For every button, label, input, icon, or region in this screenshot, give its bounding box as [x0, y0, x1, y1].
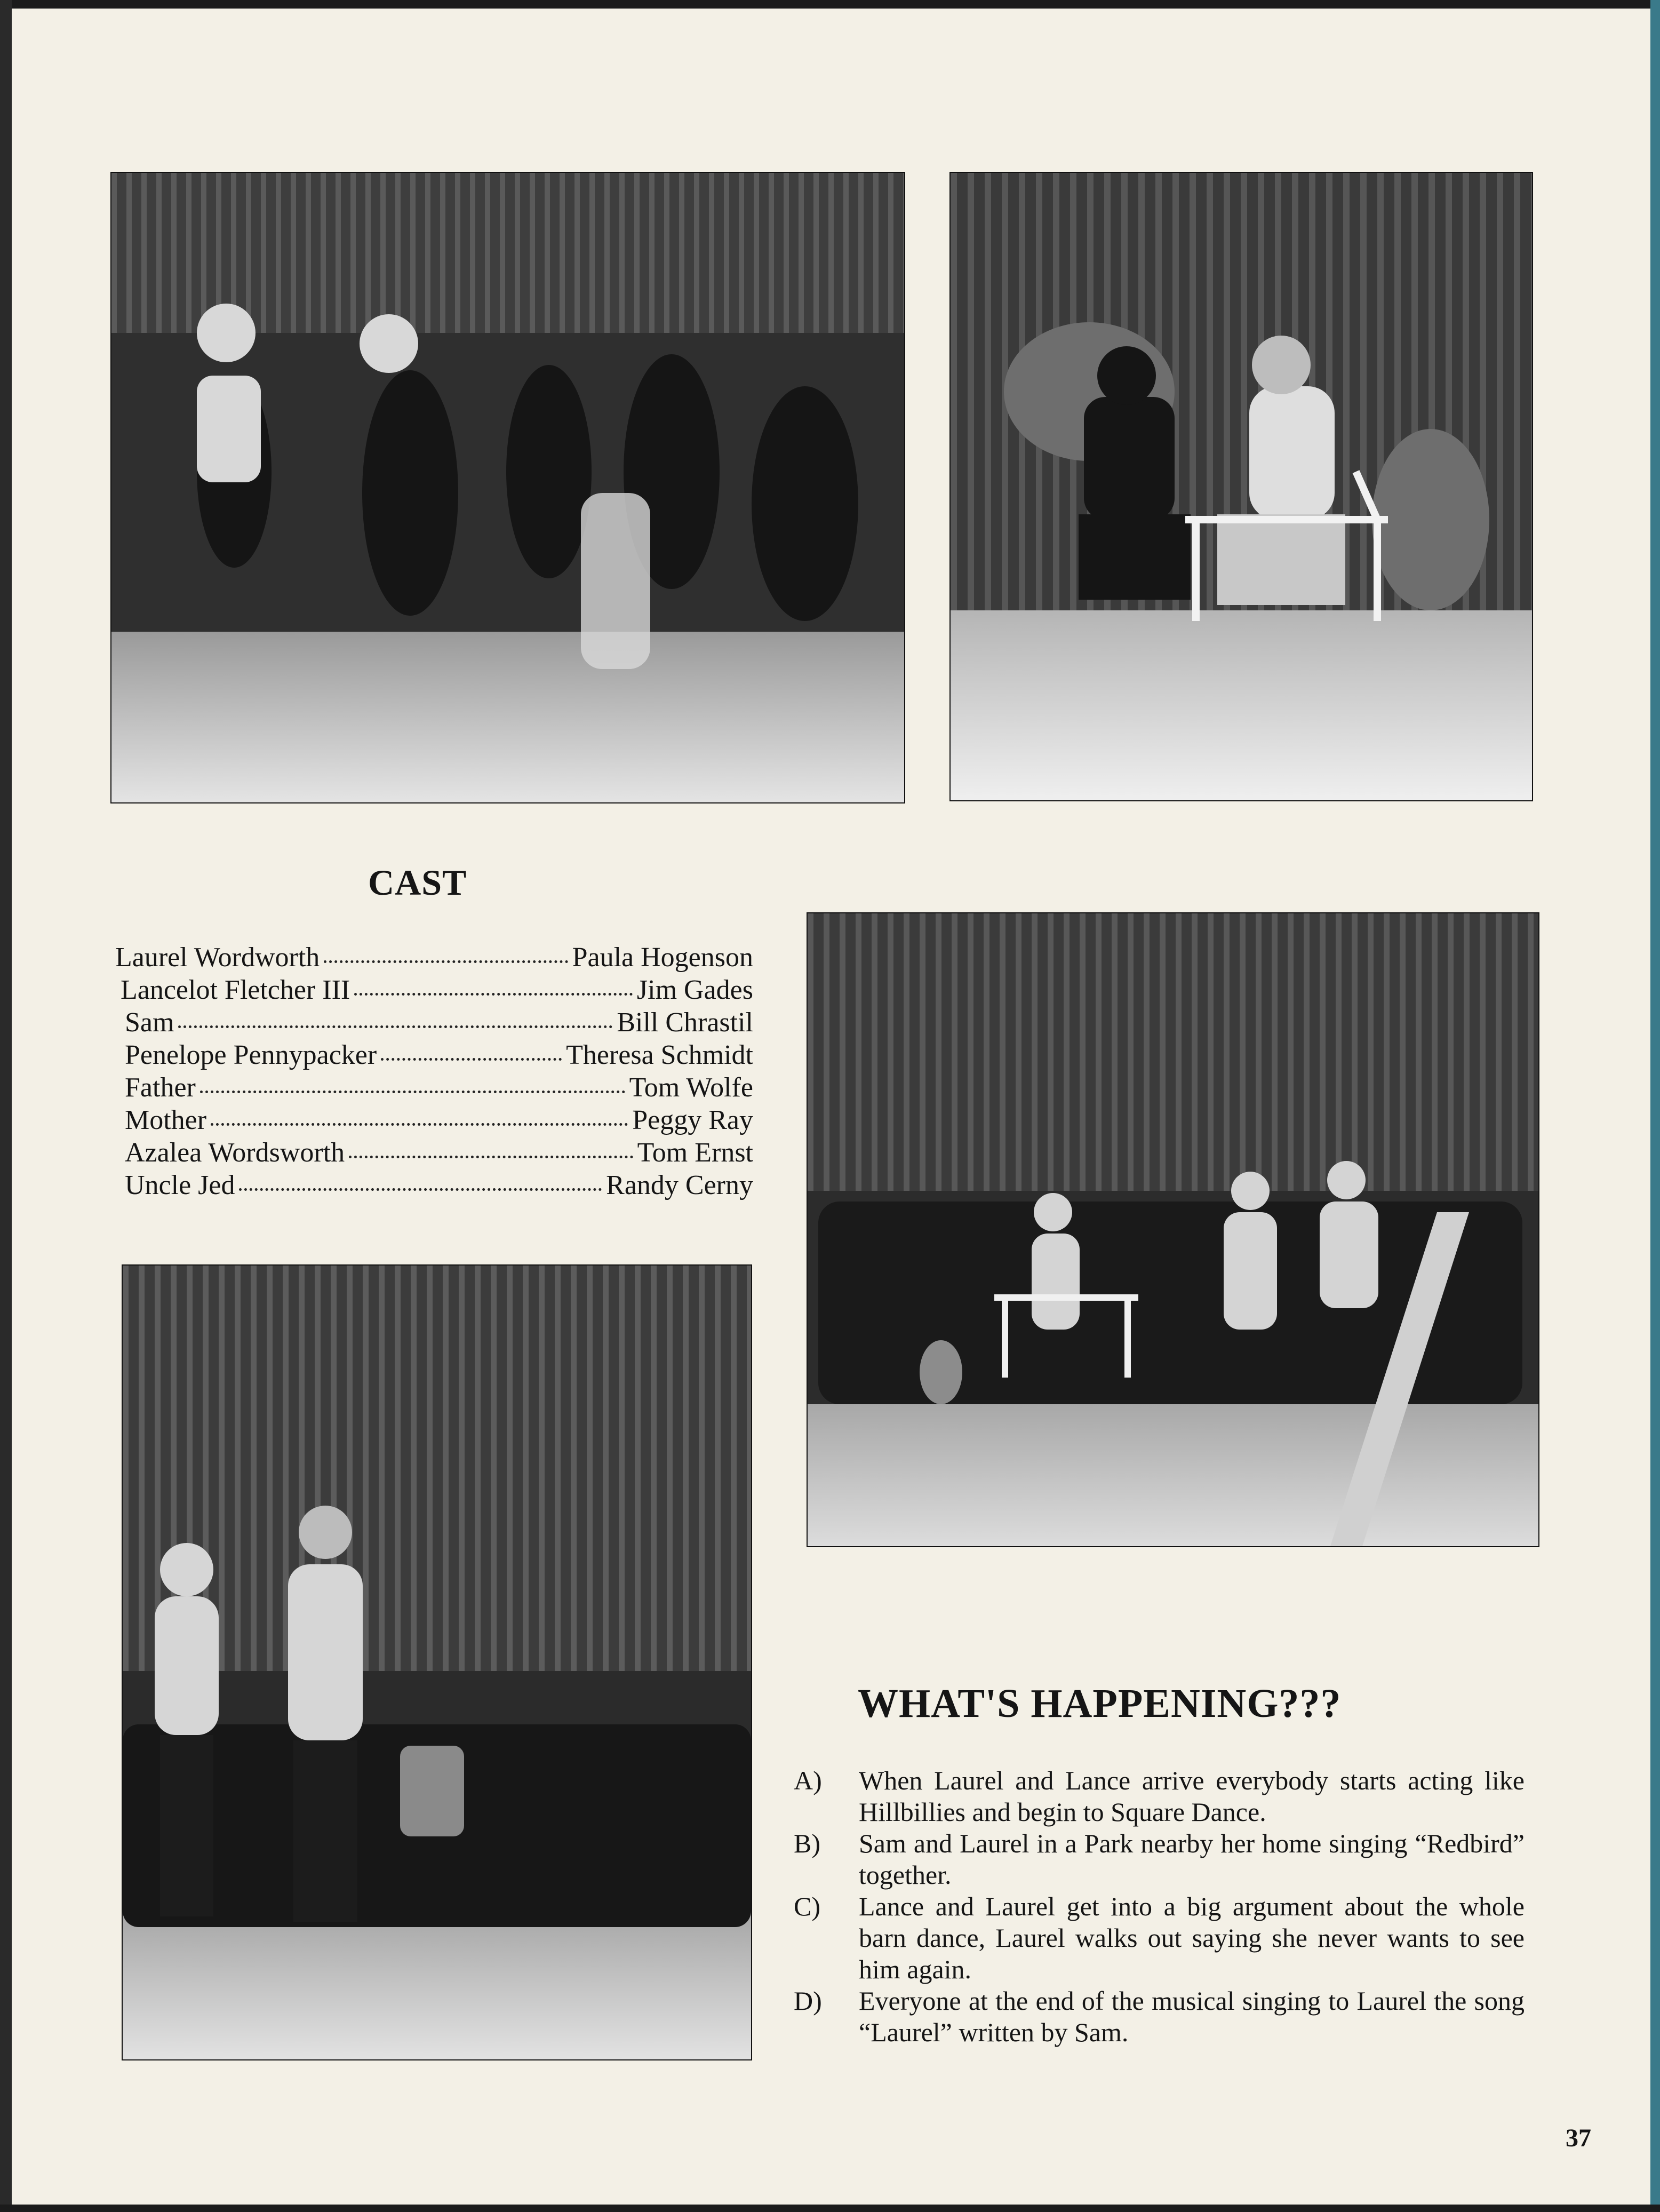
- dot-leader: [200, 1091, 625, 1093]
- page-edge: [0, 0, 12, 2212]
- cast-actor: Bill Chrastil: [617, 1007, 753, 1038]
- cast-row: [115, 1169, 753, 1202]
- page-edge: [1650, 0, 1660, 2212]
- cast-row: [115, 974, 753, 1006]
- item-letter: C): [794, 1891, 820, 1921]
- cast-role: Sam: [125, 1007, 174, 1038]
- cast-row: [115, 1071, 753, 1104]
- dot-leader: [324, 960, 568, 963]
- cast-role: Lancelot Fletcher III: [121, 975, 350, 1005]
- dot-leader: [178, 1025, 612, 1028]
- happening-list: [794, 1765, 1525, 2048]
- cast-list: [115, 941, 753, 1202]
- dot-leader: [381, 1058, 562, 1061]
- photo-finale-lineup: [807, 912, 1539, 1547]
- photo-park-bench: [949, 172, 1533, 801]
- photo-argument-scene: [122, 1264, 752, 2060]
- dot-leader: [349, 1156, 633, 1158]
- dot-leader: [354, 993, 633, 996]
- cast-role: Penelope Pennypacker: [125, 1040, 377, 1070]
- cast-role: Laurel Wordworth: [115, 942, 320, 973]
- cast-row: [115, 941, 753, 974]
- cast-actor: Peggy Ray: [632, 1105, 753, 1135]
- item-text: Sam and Laurel in a Park nearby her home singing “Redbird” together.: [859, 1828, 1525, 1890]
- happening-heading: WHAT'S HAPPENING???: [858, 1681, 1342, 1726]
- cast-actor: Jim Gades: [636, 975, 753, 1005]
- happening-item: [794, 1828, 1525, 1891]
- happening-item: [794, 1985, 1525, 2048]
- happening-item: [794, 1891, 1525, 1985]
- item-letter: B): [794, 1828, 820, 1858]
- photo-square-dance: [110, 172, 905, 803]
- cast-row: [115, 1136, 753, 1169]
- page-edge: [0, 2205, 1660, 2212]
- cast-role: Mother: [125, 1105, 207, 1135]
- item-letter: D): [794, 1986, 822, 2016]
- cast-actor: Paula Hogenson: [572, 942, 753, 973]
- cast-actor: Tom Ernst: [637, 1137, 753, 1168]
- happening-item: [794, 1765, 1525, 1828]
- cast-actor: Randy Cerny: [606, 1170, 753, 1200]
- cast-role: Azalea Wordsworth: [125, 1137, 345, 1168]
- item-letter: A): [794, 1765, 822, 1795]
- item-text: Lance and Laurel get into a big argument about the whole barn dance, Laurel walks out saying she never wants to see him again.: [859, 1891, 1525, 1984]
- cast-actor: Tom Wolfe: [629, 1072, 753, 1103]
- dot-leader: [239, 1188, 602, 1191]
- dot-leader: [211, 1123, 628, 1126]
- cast-row: [115, 1006, 753, 1039]
- cast-row: [115, 1104, 753, 1136]
- cast-actor: Theresa Schmidt: [566, 1040, 753, 1070]
- cast-heading: CAST: [368, 862, 467, 903]
- page-number: 37: [1566, 2124, 1591, 2152]
- page-edge: [0, 0, 1660, 9]
- cast-row: [115, 1039, 753, 1071]
- cast-role: Uncle Jed: [125, 1170, 235, 1200]
- item-text: Everyone at the end of the musical singing to Laurel the song “Laurel” written by Sam.: [859, 1986, 1525, 2047]
- cast-role: Father: [125, 1072, 196, 1103]
- item-text: When Laurel and Lance arrive everybody starts acting like Hillbillies and begin to Square Dance.: [859, 1765, 1525, 1827]
